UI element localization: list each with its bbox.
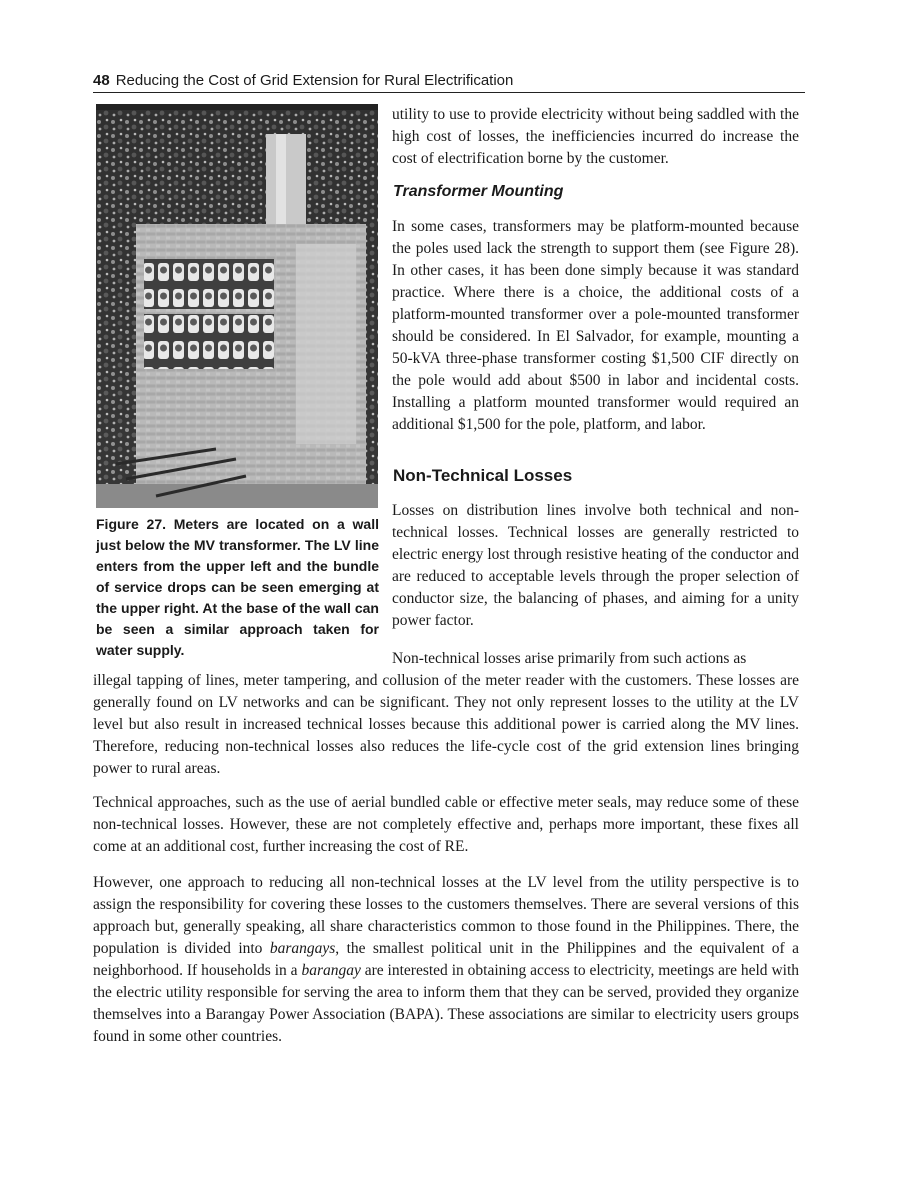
- figure-caption: Figure 27. Meters are located on a wall just below the MV transformer. The LV line enters from the upper left and the bundle of service drops can be seen emerging at the upper right. At the base of the wall can be seen a similar approach taken for water supply.: [96, 516, 379, 658]
- running-title: Reducing the Cost of Grid Extension for Rural Electrification: [115, 72, 514, 89]
- continued-paragraph: utility to use to provide electricity without being saddled with the high cost of losses, the inefficiencies incurred do increase the cost of electrification borne by the customer.: [392, 106, 799, 167]
- term-barangays: barangays: [269, 940, 336, 957]
- heading-transformer-mounting: Transformer Mounting: [393, 183, 564, 200]
- technical-approaches-paragraph: Technical approaches, such as the use of aerial bundled cable or effective meter seals, may reduce some of these non-technical losses. However, these are not completely effective and, perhaps more important, these fixes all come at an additional cost, further increasing the cost of RE.: [93, 794, 799, 855]
- heading-non-technical-losses: Non-Technical Losses: [393, 466, 573, 485]
- bapa-text-2: , the smallest political unit in the Philippines and the equivalent of a neighborhood. If households in a: [93, 940, 799, 979]
- nontech-paragraph-first-line: Non-technical losses arise primarily from such actions as: [392, 650, 747, 667]
- meters-wall-photo: [96, 104, 378, 508]
- page-number: 48: [93, 72, 110, 89]
- losses-paragraph: Losses on distribution lines involve both technical and non-technical losses. Technical losses are generally restricted to electric energy lost through resistive heating of the conductor and are reduced to acceptable levels through the proper selection of conductor size, the balancing of phases, and aiming for a unity power factor.: [392, 502, 799, 629]
- term-barangay: barangay: [301, 962, 361, 979]
- bapa-text-1: However, one approach to reducing all non-technical losses at the LV level from the utility perspective is to assign the responsibility for covering these losses to the customers themselves. There are several versions of this approach but, generally speaking, all share characteristics common to those found in the Philippines. There, the population is divided into: [93, 874, 799, 957]
- figure-photo-meters-wall: [96, 104, 378, 508]
- nontech-paragraph: illegal tapping of lines, meter tampering, and collusion of the meter reader with the customers. These losses are generally found on LV networks and can be significant. They not only represent losses to the utility at the LV level but also result in increased technical losses because this additional power is carried along the MV lines. Therefore, reducing non-technical losses also reduces the life-cycle cost of the grid extension lines bringing power to rural areas.: [93, 672, 799, 777]
- transformer-paragraph: In some cases, transformers may be platform-mounted because the poles used lack the strength to support them (see Figure 28). In other cases, it has been done simply because it was standard practice. Where there is a choice, the additional costs of a platform-mounted transformer over a pole-mounted transformer should be considered. In El Salvador, for example, mounting a 50-kVA three-phase transformer costing $1,500 CIF directly on the pole would add about $500 in labor and incidental costs. Installing a platform mounted transformer would required an additional $1,500 for the pole, platform, and labor.: [392, 218, 799, 433]
- bapa-text-3: are interested in obtaining access to electricity, meetings are held with the electric utility responsible for serving the area to inform them that they can be served, provided they organize themselves into a Barangay Power Association (BAPA). These associations are similar to electricity users groups found in some other countries.: [93, 962, 800, 1045]
- bapa-paragraph: [93, 872, 799, 1048]
- running-header: [93, 72, 805, 93]
